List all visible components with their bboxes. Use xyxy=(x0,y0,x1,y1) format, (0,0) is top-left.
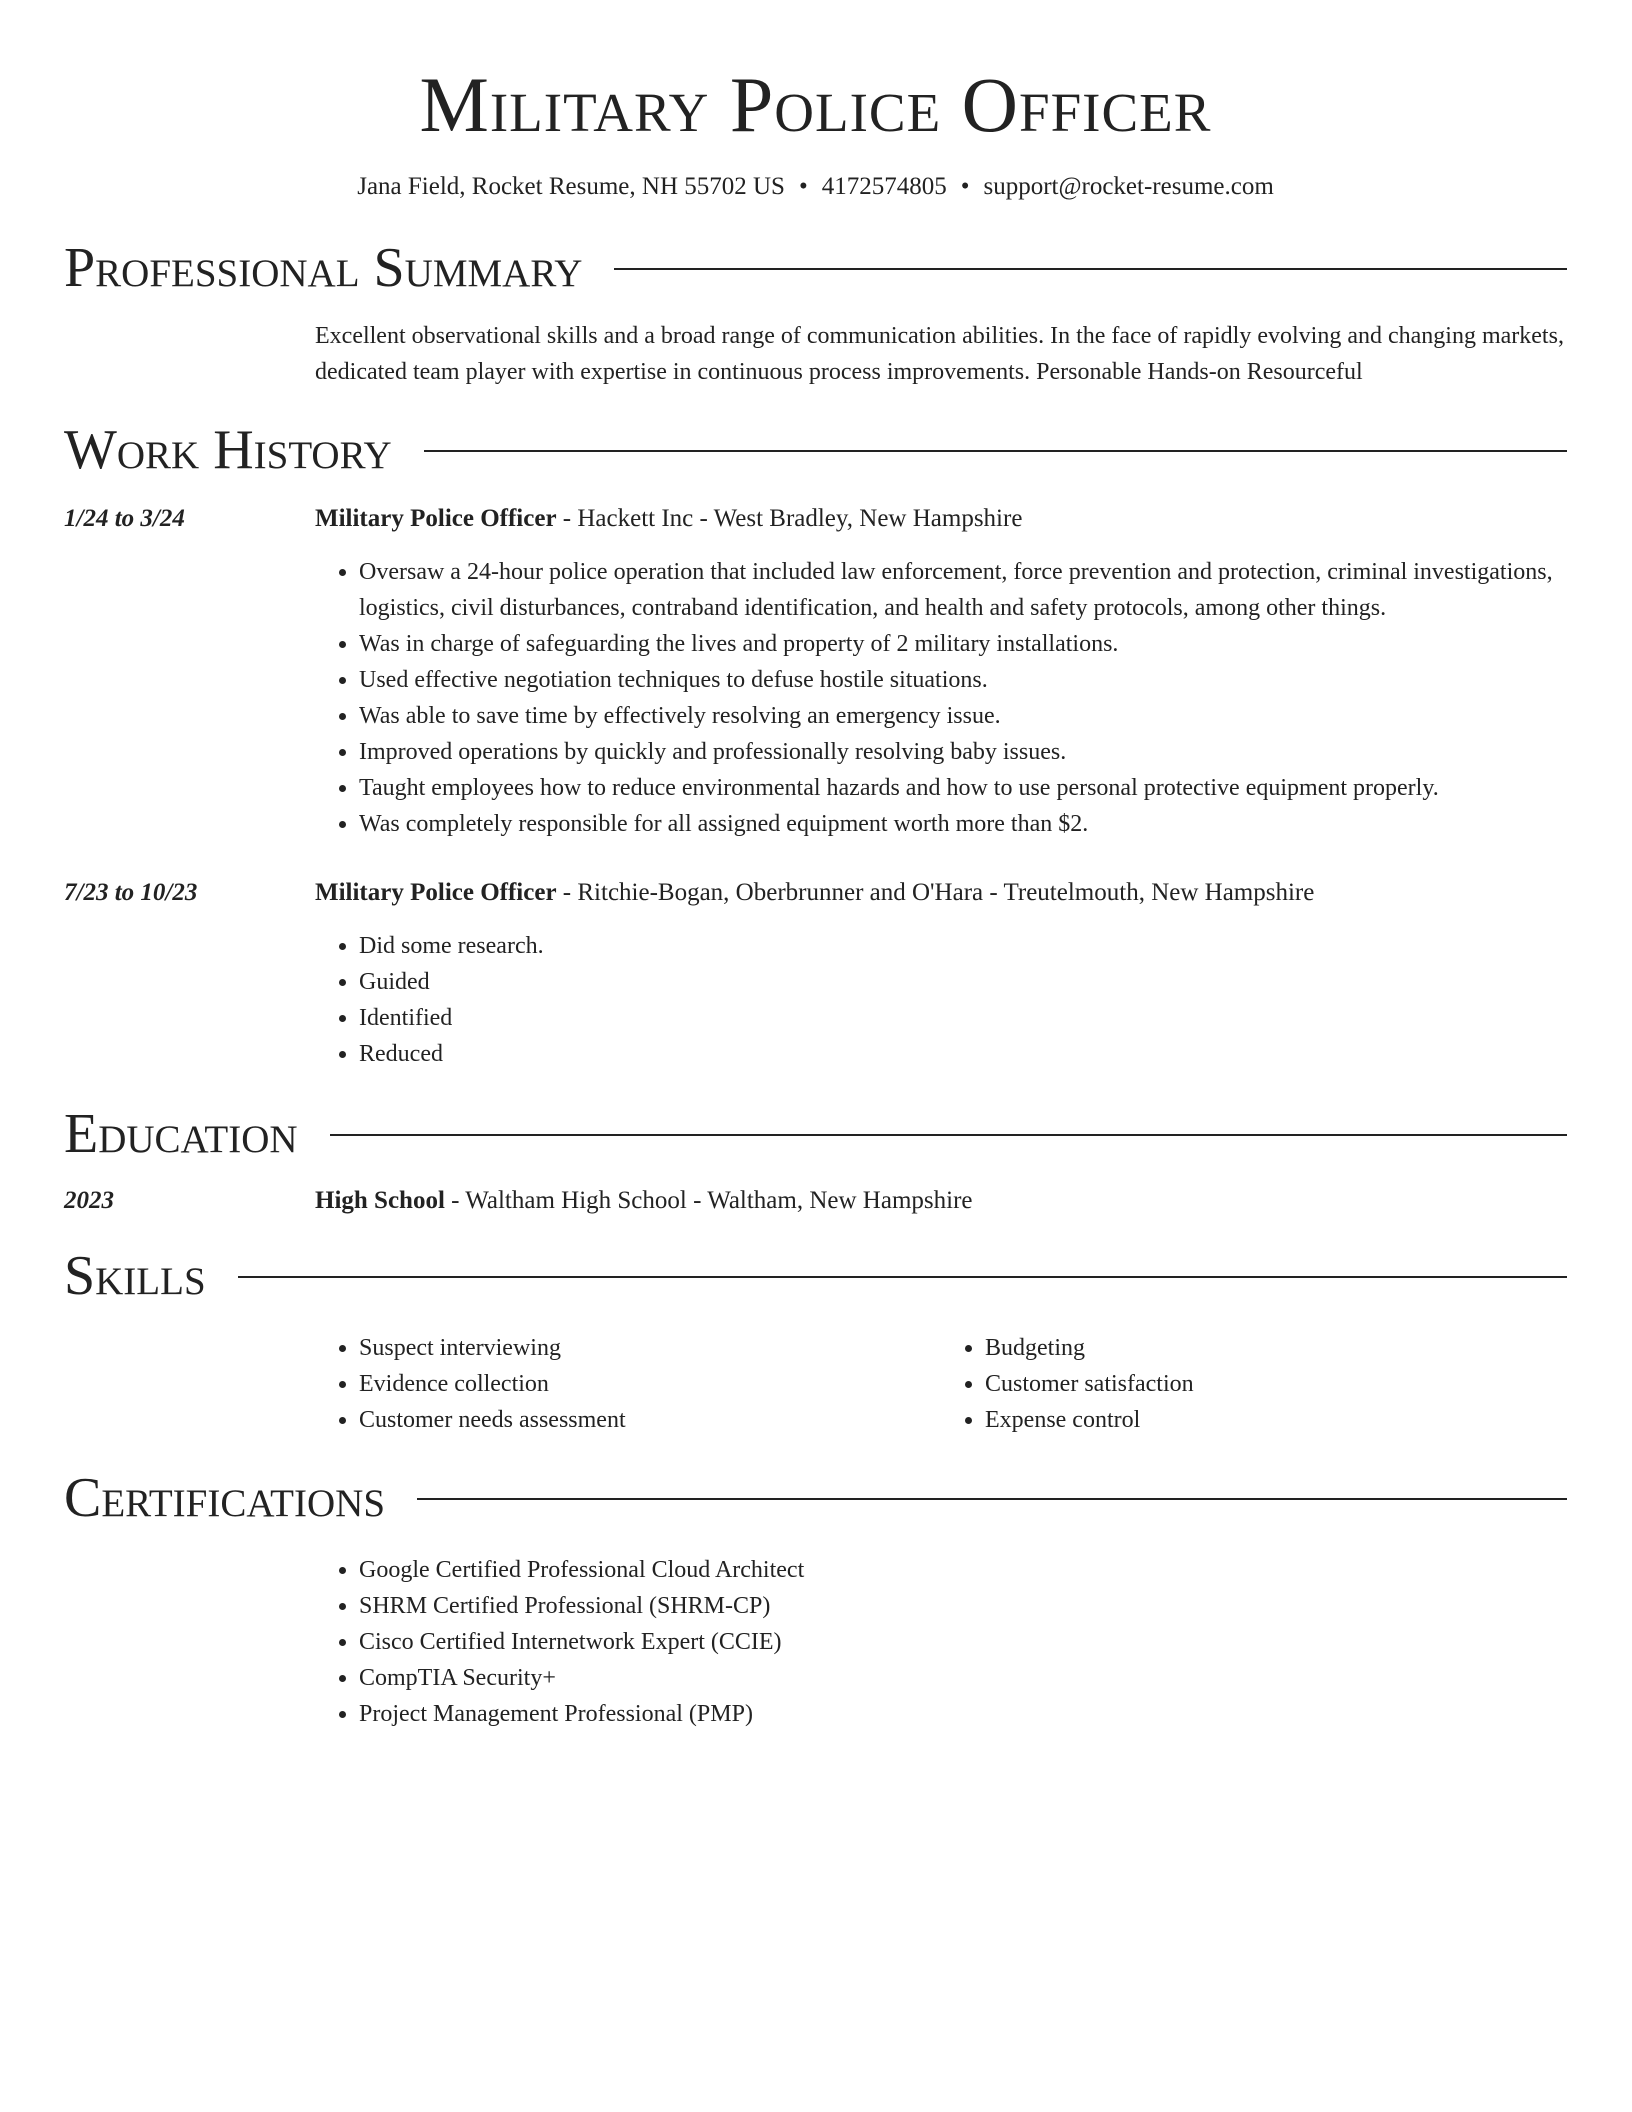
certifications-list xyxy=(315,1552,1567,1732)
skills-column-right xyxy=(941,1330,1567,1438)
list-item: • Was completely responsible for all assigned equipment worth more than $2. xyxy=(359,806,1567,842)
list-item: • Was able to save time by effectively resolving an emergency issue. xyxy=(359,698,1567,734)
list-item: • Oversaw a 24-hour police operation that included law enforcement, force prevention and protection, criminal investigations, logistics, civil disturbances, contraband identification, and health and safety protocols, among other things. xyxy=(359,554,1567,626)
skill-item: • Expense control xyxy=(985,1402,1567,1438)
contact-line xyxy=(64,172,1567,202)
section-heading-work: Work History xyxy=(64,419,392,481)
contact-email: support@rocket-resume.com xyxy=(983,173,1274,200)
resume-title: Military Police Officer xyxy=(419,61,1212,148)
job-dates: 7/23 to 10/23 xyxy=(64,879,198,906)
section-divider xyxy=(330,1134,1567,1136)
summary-section-header xyxy=(64,236,1567,300)
list-item: • Did some research. xyxy=(359,928,1567,964)
skill-item: • Evidence collection xyxy=(359,1366,941,1402)
section-heading-certifications: Certifications xyxy=(64,1467,386,1529)
contact-separator: • xyxy=(798,173,808,200)
certification-item: • Project Management Professional (PMP) xyxy=(359,1696,1567,1732)
work-section-header xyxy=(64,418,1567,482)
education-degree: High School xyxy=(315,1187,445,1214)
education-section-header xyxy=(64,1102,1567,1166)
skill-item: • Suspect interviewing xyxy=(359,1330,941,1366)
list-item: • Guided xyxy=(359,964,1567,1000)
certification-item: • Cisco Certified Internetwork Expert (CCIE) xyxy=(359,1624,1567,1660)
list-item: • Was in charge of safeguarding the lives and property of 2 military installations. xyxy=(359,626,1567,662)
skill-item: • Budgeting xyxy=(985,1330,1567,1366)
job-dates: 1/24 to 3/24 xyxy=(64,505,185,532)
list-item: • Reduced xyxy=(359,1036,1567,1072)
job-bullets xyxy=(315,554,1567,842)
job-bullets xyxy=(315,928,1567,1072)
contact-address: Jana Field, Rocket Resume, NH 55702 US xyxy=(357,173,785,200)
skill-item: • Customer needs assessment xyxy=(359,1402,941,1438)
section-divider xyxy=(417,1498,1567,1500)
list-item: • Improved operations by quickly and professionally resolving baby issues. xyxy=(359,734,1567,770)
certification-item: • Google Certified Professional Cloud Architect xyxy=(359,1552,1567,1588)
summary-text: Excellent observational skills and a broad range of communication abilities. In the face of rapidly evolving and changing markets, dedicated team player with expertise in continuous process improvements. Personable Hands-on Resourceful xyxy=(315,323,1564,385)
certification-item: • SHRM Certified Professional (SHRM-CP) xyxy=(359,1588,1567,1624)
skills-column-left xyxy=(315,1330,941,1438)
job-title-line xyxy=(315,502,1022,536)
section-divider xyxy=(238,1276,1567,1278)
education-entry xyxy=(64,1184,1567,1218)
section-heading-education: Education xyxy=(64,1103,298,1165)
list-item: • Identified xyxy=(359,1000,1567,1036)
education-details: - Waltham High School - Waltham, New Hampshire xyxy=(444,1187,973,1214)
job-title-line xyxy=(315,876,1314,910)
section-heading-summary: Professional Summary xyxy=(64,237,583,299)
job-details: - Hackett Inc - West Bradley, New Hampshire xyxy=(556,505,1023,532)
job-entry-2 xyxy=(64,876,1567,1072)
section-divider xyxy=(424,450,1567,452)
skills-grid xyxy=(315,1330,1567,1438)
skill-item: • Customer satisfaction xyxy=(985,1366,1567,1402)
list-item: • Used effective negotiation techniques to defuse hostile situations. xyxy=(359,662,1567,698)
certifications-section-header xyxy=(64,1466,1567,1530)
skills-section-header xyxy=(64,1244,1567,1308)
contact-separator: • xyxy=(960,173,970,200)
section-divider xyxy=(614,268,1567,270)
education-year: 2023 xyxy=(64,1187,114,1214)
education-line xyxy=(315,1184,973,1218)
job-title: Military Police Officer xyxy=(315,879,557,906)
list-item: • Taught employees how to reduce environmental hazards and how to use personal protective equipment properly. xyxy=(359,770,1567,806)
section-heading-skills: Skills xyxy=(64,1245,206,1307)
contact-phone: 4172574805 xyxy=(821,173,947,200)
job-title: Military Police Officer xyxy=(315,505,557,532)
certification-item: • CompTIA Security+ xyxy=(359,1660,1567,1696)
job-details: - Ritchie-Bogan, Oberbrunner and O'Hara - Treutelmouth, New Hampshire xyxy=(556,879,1315,906)
job-entry-1 xyxy=(64,502,1567,842)
